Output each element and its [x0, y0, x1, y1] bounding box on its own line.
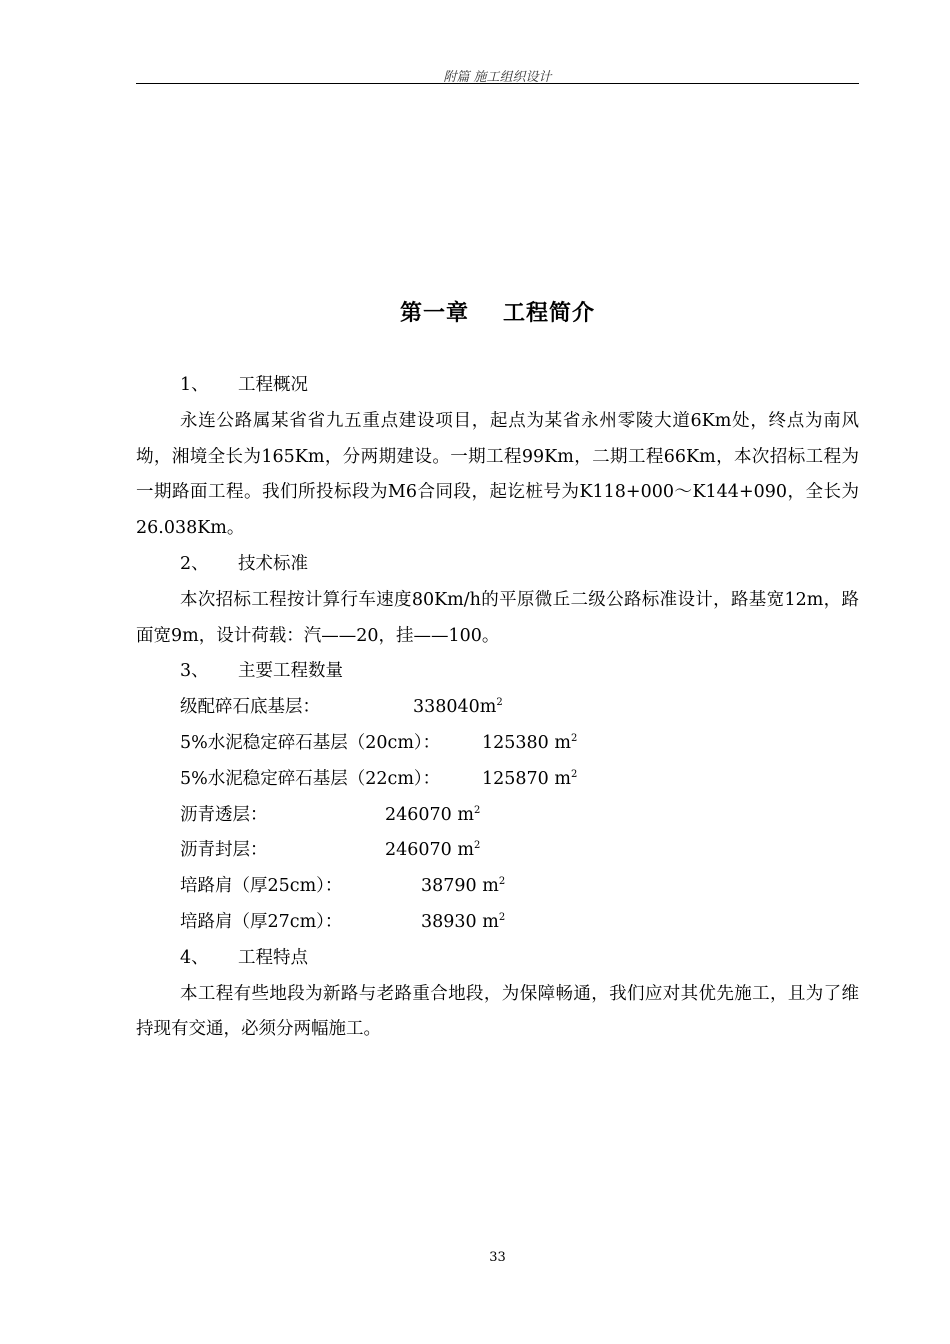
section-heading-4: [136, 941, 859, 977]
page-number: 33: [489, 1250, 506, 1265]
section-number: 3、: [180, 661, 209, 682]
chapter-name: 工程简介: [503, 301, 596, 326]
quantity-item: 沥青透层：: [180, 804, 268, 825]
section-number: 4、: [180, 947, 209, 968]
quantity-value: 125380 $m^2$: [482, 732, 578, 753]
section-heading-1: [136, 368, 859, 404]
quantity-row: [136, 905, 859, 941]
quantity-value: 125870 $m^2$: [482, 768, 578, 789]
section-heading-2: [136, 547, 859, 583]
quantity-row: [136, 762, 859, 798]
quantity-row: [136, 726, 859, 762]
quantity-item: 沥青封层：: [180, 840, 268, 861]
quantity-value: 38930 $m^2$: [421, 911, 506, 932]
quantity-row: [136, 690, 859, 726]
quantity-item: 培路肩（厚27cm）：: [180, 911, 343, 932]
section-title: 工程概况: [238, 375, 308, 395]
quantity-row: [136, 869, 859, 905]
quantity-value: 38790 $m^2$: [421, 876, 506, 897]
quantity-value: 246070 $m^2$: [385, 804, 481, 825]
running-header: 附篇 施工组织设计: [443, 70, 552, 85]
section-paragraph-2: 本次招标工程按计算行车速度80Km/h的平原微丘二级公路标准设计，路基宽12m，路面宽9m，设计荷载：汽——20，挂——100。: [136, 589, 859, 646]
quantity-row: [136, 798, 859, 834]
header-rule: [136, 83, 859, 84]
chapter-title: [136, 296, 859, 327]
section-heading-3: [136, 654, 859, 690]
section-number: 2、: [180, 553, 209, 574]
section-title: 主要工程数量: [238, 661, 343, 682]
quantity-value: 246070 $m^2$: [385, 840, 481, 861]
quantity-item: 培路肩（厚25cm）：: [180, 876, 343, 897]
section-title: 工程特点: [238, 947, 308, 968]
quantity-item: 级配碎石底基层：: [180, 697, 320, 718]
section-title: 技术标准: [238, 553, 308, 574]
quantity-item: 5%水泥稳定碎石基层（20cm）：: [180, 732, 441, 753]
quantity-value: $338040m^2$: [413, 697, 503, 718]
chapter-number: 第一章: [399, 301, 469, 326]
quantity-row: [136, 833, 859, 869]
section-paragraph-1: 永连公路属某省省九五重点建设项目，起点为某省永州零陵大道6Km处，终点为南风坳，湘境全长为165Km，分两期建设。一期工程99Km，二期工程66Km，本次招标工程为一期路面工程。我们所投标段为M6合同段，起讫桩号为K118+000～K144+090，全长为26.038Km。: [136, 410, 859, 539]
document-body: [136, 368, 859, 1048]
quantity-item: 5%水泥稳定碎石基层（22cm）：: [180, 768, 441, 789]
section-number: 1、: [180, 375, 209, 395]
section-paragraph-4: 本工程有些地段为新路与老路重合地段，为保障畅通，我们应对其优先施工，且为了维持现有交通，必须分两幅施工。: [136, 983, 859, 1040]
